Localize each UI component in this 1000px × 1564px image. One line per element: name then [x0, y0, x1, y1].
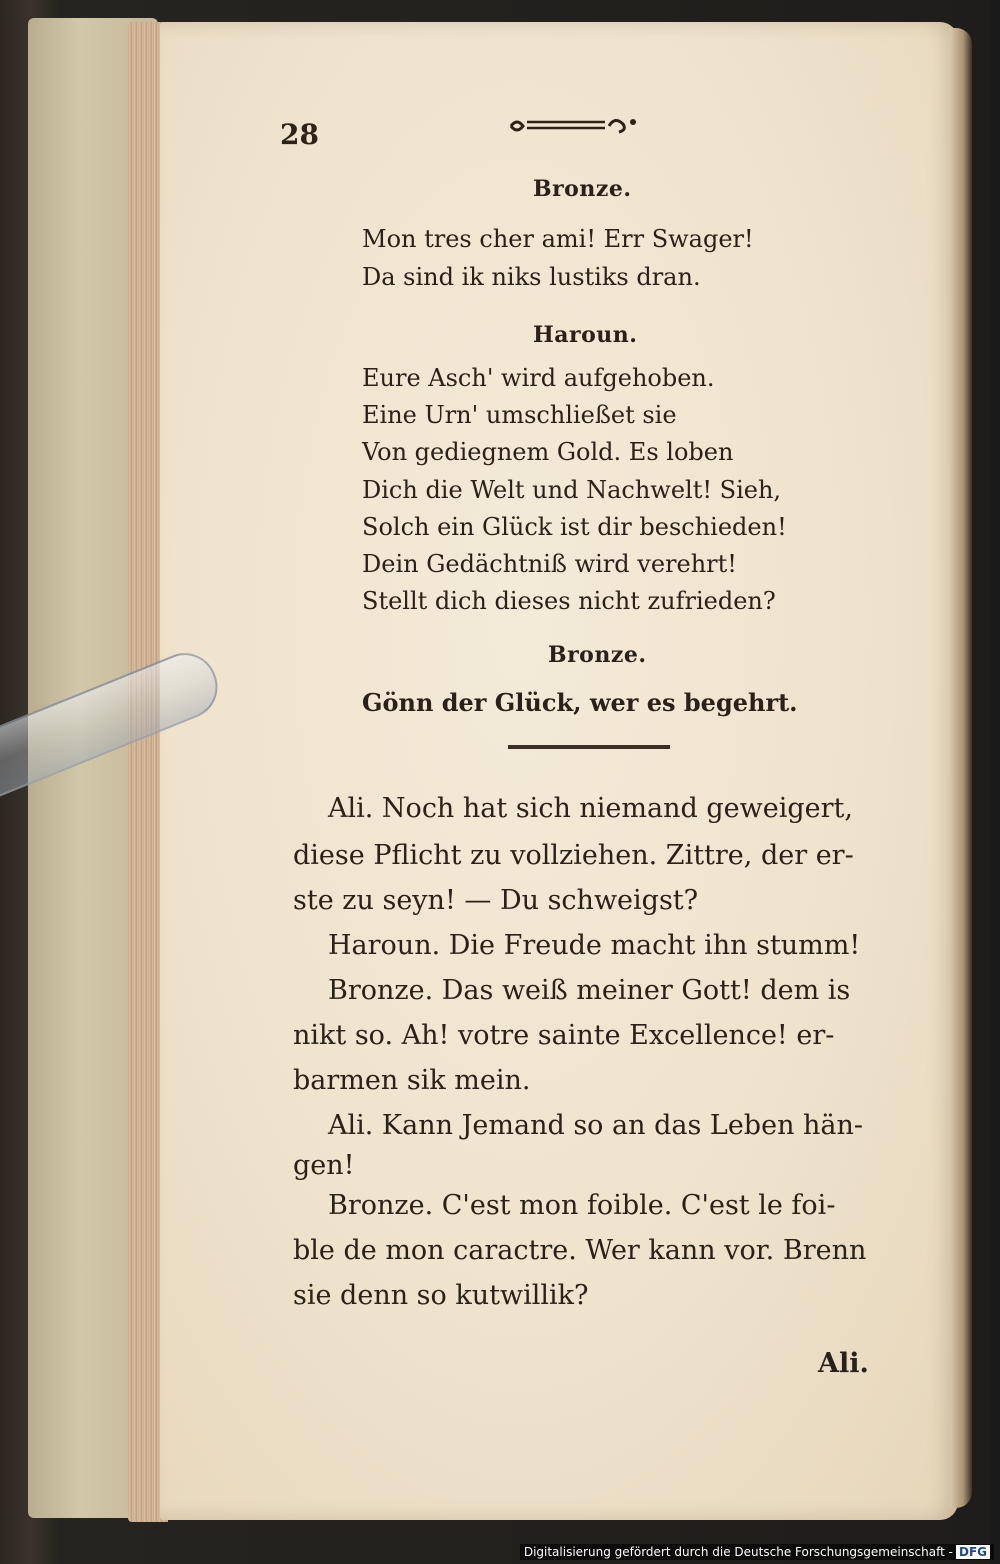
prose-line: barmen sik mein.	[293, 1065, 531, 1096]
dfg-logo: DFG	[956, 1545, 990, 1559]
prose-line: nikt so. Ah! votre sainte Excellence! er-	[293, 1020, 835, 1051]
speaker-bronze: Bronze.	[533, 176, 632, 202]
prose-line: Bronze. C'est mon foible. C'est le foi-	[328, 1190, 836, 1221]
verse-line: Eine Urn' umschließet sie	[362, 401, 677, 429]
prose-line: ste zu seyn! — Du schweigst?	[293, 885, 699, 916]
catchword: Ali.	[818, 1348, 869, 1379]
verse-line: Mon tres cher ami! Err Swager!	[362, 225, 754, 253]
prose-line: diese Pflicht zu vollziehen. Zittre, der er-	[293, 840, 854, 871]
speaker-bronze: Bronze.	[548, 642, 647, 668]
prose-line: Ali. Noch hat sich niemand geweigert,	[328, 793, 853, 824]
header-ornament-icon	[505, 110, 645, 142]
speaker-haroun: Haroun.	[533, 322, 638, 348]
scan-edge-strip	[990, 0, 1000, 1564]
prose-line: Bronze. Das weiß meiner Gott! dem is	[328, 975, 851, 1006]
prose-line: ble de mon caractre. Wer kann vor. Brenn	[293, 1235, 867, 1266]
page-right-edge	[950, 28, 972, 1508]
verse-line: Solch ein Glück ist dir beschieden!	[362, 513, 787, 541]
verse-line: Gönn der Glück, wer es begehrt.	[362, 688, 798, 717]
verse-line: Dich die Welt und Nachwelt! Sieh,	[362, 476, 782, 504]
footer-credit	[520, 1544, 994, 1560]
prose-line: sie denn so kutwillik?	[293, 1280, 589, 1311]
verse-line: Dein Gedächtniß wird verehrt!	[362, 550, 737, 578]
verse-line: Da sind ik niks lustiks dran.	[362, 263, 701, 291]
verse-line: Von gediegnem Gold. Es loben	[362, 438, 734, 466]
prose-line: Haroun. Die Freude macht ihn stumm!	[328, 930, 861, 961]
footer-text: Digitalisierung gefördert durch die Deutsche Forschungsgemeinschaft -	[523, 1545, 953, 1559]
page-number: 28	[280, 118, 319, 151]
verse-line: Eure Asch' wird aufgehoben.	[362, 364, 715, 392]
prose-line: gen!	[293, 1150, 355, 1181]
section-divider	[508, 745, 670, 749]
verse-line: Stellt dich dieses nicht zufrieden?	[362, 587, 776, 615]
prose-line: Ali. Kann Jemand so an das Leben hän-	[328, 1110, 864, 1141]
